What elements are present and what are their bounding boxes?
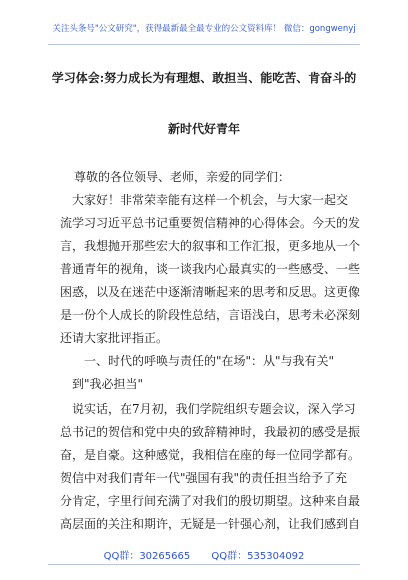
paragraph-1: [60, 189, 361, 350]
header-note: 关注头条号"公文研究"，获得最新最全最专业的公文资料库！ 微信：gongwenyj: [52, 24, 356, 34]
paragraph-line: 普通青年的视角，谈一谈我内心最真实的一些感受、一些: [60, 262, 361, 276]
paragraph-line: 言，我想抛开那些宏大的叙事和工作汇报，更多地从一个: [60, 239, 361, 253]
salutation: 尊敬的各位领导、老师，亲爱的同学们：: [74, 170, 291, 184]
footer-qq-groups: [0, 547, 408, 562]
paragraph-line: 高层面的关注和期许，无疑是一针强心剂，让我们感到自: [60, 517, 361, 531]
heading-line: 一、时代的呼唤与责任的"在场"：从"与我有关": [84, 354, 335, 368]
paragraph-line: 困惑，以及在迷茫中逐渐清晰起来的思考和反思。这更像: [60, 285, 361, 299]
document-title-line-1: 学习体会:努力成长为有理想、敢担当、能吃苦、肯奋斗的: [51, 71, 357, 85]
header-divider: [48, 44, 360, 45]
paragraph-line: 流学习习近平总书记重要贺信精神的心得体会。今天的发: [60, 216, 361, 230]
paragraph-line: 贺信中对我们青年一代"强国有我"的责任担当给予了充: [60, 471, 348, 485]
footer-qq-group-1: QQ群：30265665: [103, 551, 191, 562]
paragraph-line: 总书记的贺信和党中央的致辞精神时，我最初的感受是振: [60, 425, 361, 439]
section-heading-1: [60, 350, 356, 396]
paragraph-line: 说实话，在7月初，我们学院组织专题会议，深入学习: [72, 402, 356, 416]
paragraph-line: 奋，是自豪。这种感觉，我相信在座的每一位同学都有。: [60, 448, 361, 462]
footer-qq-group-2: QQ群：535304092: [211, 551, 305, 562]
paragraph-line: 大家好！非常荣幸能有这样一个机会，与大家一起交: [72, 193, 349, 207]
paragraph-line: 分肯定，字里行间充满了对我们的殷切期望。这种来自最: [60, 494, 361, 508]
paragraph-line: 还请大家批评指正。: [60, 331, 169, 345]
paragraph-line: 是一份个人成长的阶段性总结，言语浅白，思考未必深刻: [60, 308, 361, 322]
document-title-line-2: 新时代好青年: [167, 122, 240, 136]
heading-line: 到"我必担当": [72, 377, 144, 391]
footer-divider: [48, 564, 360, 565]
paragraph-2: [60, 398, 361, 536]
